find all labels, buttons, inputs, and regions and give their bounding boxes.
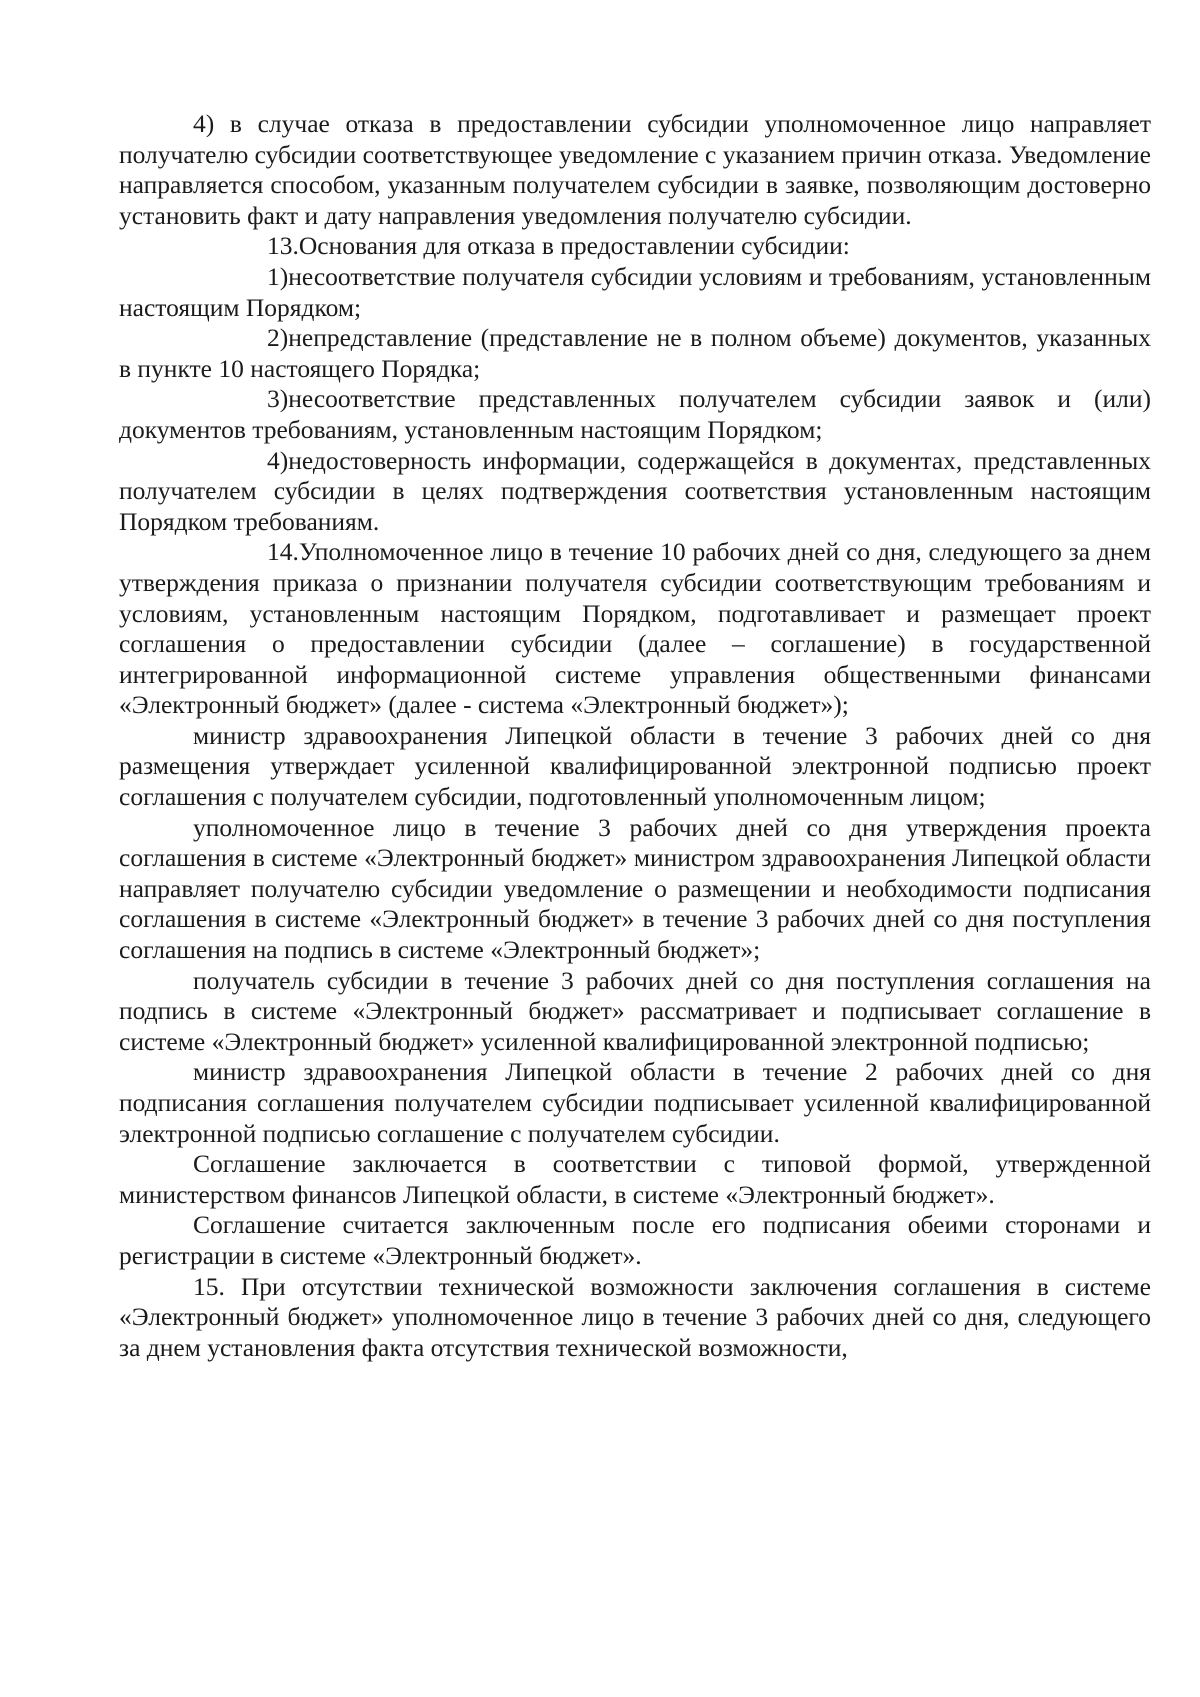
paragraph-text: Соглашение заключается в соответствии с типовой формой, утвержденной министерством финансов Липецкой области, в системе «Электронный бюджет».	[119, 1149, 1151, 1209]
paragraph-text: министр здравоохранения Липецкой области в течение 3 рабочих дней со дня размещения утверждает усиленной квалифицированной электронной подписью проект соглашения с получателем субсидии, подготовленный уполномоченным лицом;	[119, 720, 1151, 812]
paragraph-text: 15. При отсутствии технической возможности заключения соглашения в системе «Электронный бюджет» уполномоченное лицо в течение 3 рабочих дней со дня, следующего за днем установления факта отсутствия технической возможности,	[119, 1271, 1151, 1362]
list-item-2	[119, 323, 1151, 384]
paragraph-minister-signing	[119, 1057, 1151, 1149]
paragraph-standard-form	[119, 1149, 1151, 1210]
document-page	[119, 109, 1151, 1363]
paragraph-14-agreement-draft	[119, 537, 1151, 721]
paragraph-text: министр здравоохранения Липецкой области в течение 2 рабочих дней со дня подписания соглашения получателем субсидии подписывает усиленной квалифицированной электронной подписью соглашение с получателем субсидии.	[119, 1057, 1151, 1148]
paragraph-text: Основания для отказа в предоставлении субсидии:	[298, 231, 850, 261]
paragraph-4-refusal-notice	[119, 109, 1151, 231]
paragraph-text: Соглашение считается заключенным после его подписания обеими сторонами и регистрации в системе «Электронный бюджет».	[119, 1210, 1151, 1270]
paragraph-minister-approval	[119, 721, 1151, 813]
paragraph-text: Уполномоченное лицо в течение 10 рабочих дней со дня, следующего за днем утверждения приказа о признании получателя субсидии соответствующим требованиям и условиям, установленным настоящим Порядком, подготавливает и размещает проект соглашения о предоставлении субсидии (далее – соглашение) в государственной интегрированной информационной системе управления общественными финансами «Электронный бюджет» (далее - система «Электронный бюджет»);	[119, 537, 1151, 720]
paragraph-13-grounds	[119, 231, 1151, 262]
list-item-4	[119, 446, 1151, 538]
item-number: 1)	[267, 261, 289, 291]
paragraph-text: непредставление (представление не в полном объеме) документов, указанных в пункте 10 настоящего Порядка;	[119, 323, 1151, 383]
item-number: 3)	[267, 384, 289, 414]
paragraph-text: 4) в случае отказа в предоставлении субсидии уполномоченное лицо направляет получателю субсидии соответствующее уведомление с указанием причин отказа. Уведомление направляется способом, указанным получателем субсидии в заявке, позволяющим достоверно установить факт и дату направления уведомления получателю субсидии.	[119, 109, 1151, 230]
list-item-3	[119, 384, 1151, 445]
list-item-1	[119, 262, 1151, 323]
paragraph-agreement-concluded	[119, 1210, 1151, 1271]
paragraph-text: несоответствие представленных получателем субсидии заявок и (или) документов требованиям, установленным настоящим Порядком;	[119, 384, 1151, 444]
item-number: 2)	[267, 323, 289, 353]
paragraph-text: несоответствие получателя субсидии условиям и требованиям, установленным настоящим Порядком;	[119, 261, 1151, 322]
item-number: 13.	[267, 231, 299, 261]
paragraph-text: получатель субсидии в течение 3 рабочих дней со дня поступления соглашения на подпись в системе «Электронный бюджет» рассматривает и подписывает соглашение в системе «Электронный бюджет» усиленной квалифицированной электронной подписью;	[119, 965, 1151, 1056]
paragraph-notification	[119, 813, 1151, 966]
paragraph-text: недостоверность информации, содержащейся в документах, представленных получателем субсидии в целях подтверждения соответствия установленным настоящим Порядком требованиям.	[119, 445, 1151, 536]
item-number: 4)	[267, 445, 289, 475]
item-number: 14.	[267, 537, 299, 567]
paragraph-text: уполномоченное лицо в течение 3 рабочих дней со дня утверждения проекта соглашения в системе «Электронный бюджет» министром здравоохранения Липецкой области направляет получателю субсидии уведомление о размещении и необходимости подписания соглашения в системе «Электронный бюджет» в течение 3 рабочих дней со дня поступления соглашения на подпись в системе «Электронный бюджет»;	[119, 812, 1151, 965]
paragraph-15-no-technical-possibility	[119, 1272, 1151, 1364]
paragraph-recipient-signing	[119, 966, 1151, 1058]
